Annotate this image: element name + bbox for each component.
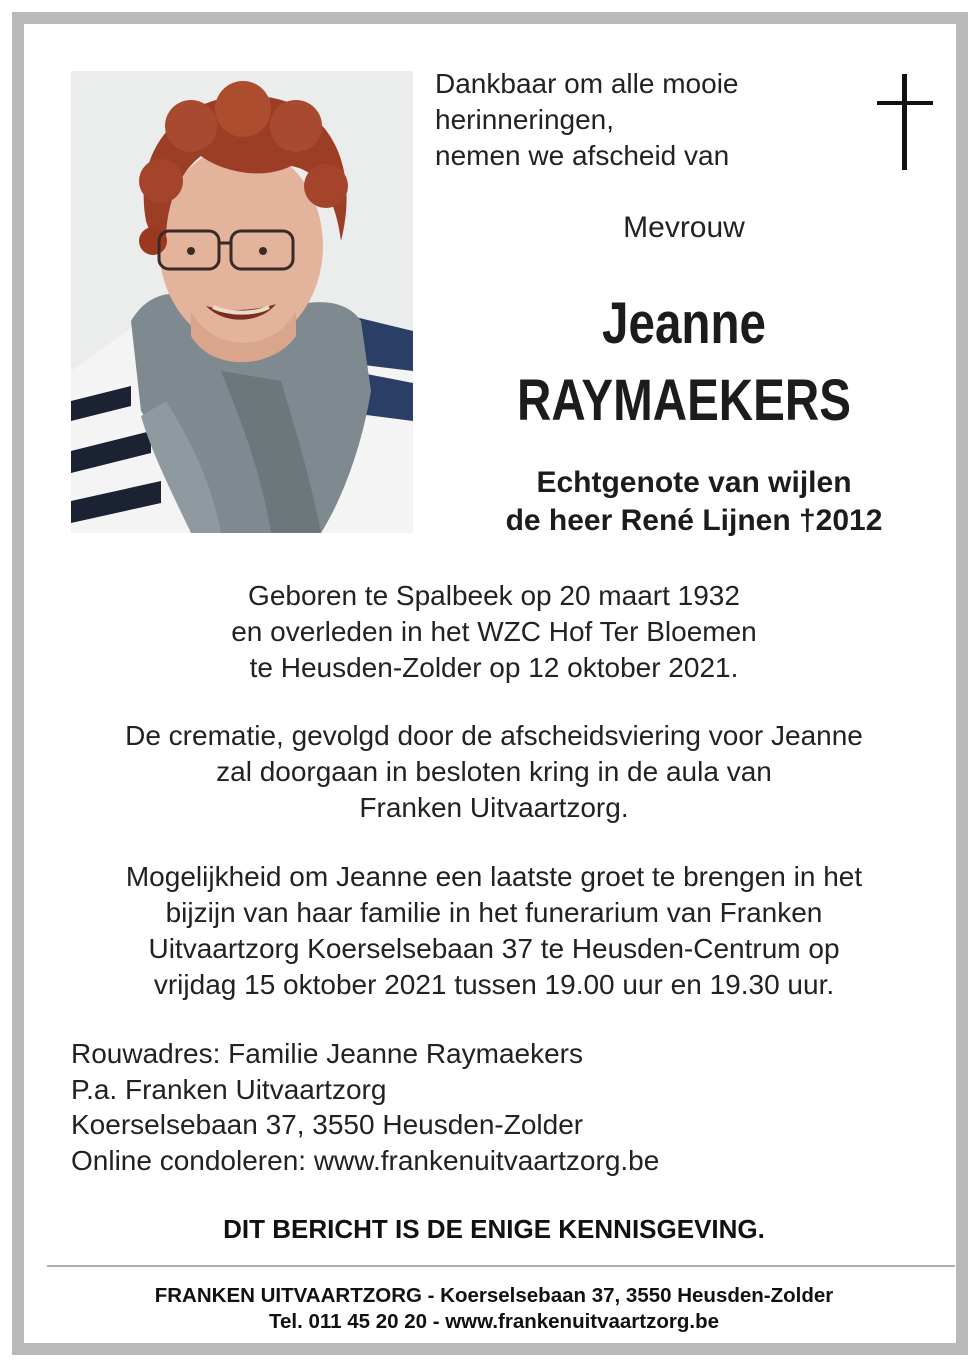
cremation-paragraph	[44, 718, 944, 826]
birth-death-paragraph	[44, 578, 944, 686]
paragraph-line: Mogelijkheid om Jeanne een laatste groet te brengen in het	[125, 861, 863, 892]
paragraph-line: te Heusden-Zolder op 12 oktober 2021.	[249, 652, 739, 683]
address-line: Rouwadres: Familie Jeanne Raymaekers	[71, 1038, 583, 1069]
paragraph-line: bijzijn van haar familie in het funerarium van Franken	[165, 897, 823, 928]
intro-line: Dankbaar om alle mooie	[435, 68, 739, 99]
paragraph-line: zal doorgaan in besloten kring in de aula van	[216, 756, 772, 787]
death-notice-card	[24, 24, 956, 1343]
mourning-address	[71, 1036, 931, 1178]
intro-text	[435, 66, 855, 174]
paragraph-line: Geboren te Spalbeek op 20 maart 1932	[248, 580, 740, 611]
footer-line: FRANKEN UITVAARTZORG - Koerselsebaan 37, 3550 Heusden-Zolder	[154, 1284, 834, 1307]
footer-line: Tel. 011 45 20 20 - www.frankenuitvaartzorg.be	[268, 1310, 720, 1333]
spouse-info	[434, 464, 954, 540]
card-frame	[12, 12, 968, 1355]
paragraph-line: Uitvaartzorg Koerselsebaan 37 te Heusden-Centrum op	[148, 933, 840, 964]
paragraph-line: De crematie, gevolgd door de afscheidsviering voor Jeanne	[125, 720, 863, 751]
portrait-photo	[71, 71, 413, 533]
intro-line: herinneringen,	[435, 104, 615, 135]
paragraph-line: Franken Uitvaartzorg.	[359, 792, 629, 823]
farewell-paragraph	[44, 859, 944, 1003]
salutation: Mevrouw	[623, 211, 745, 244]
deceased-first-name: Jeanne	[602, 291, 766, 356]
divider	[47, 1265, 955, 1267]
funeral-home-footer	[44, 1283, 944, 1335]
intro-line: nemen we afscheid van	[435, 140, 730, 171]
paragraph-line: en overleden in het WZC Hof Ter Bloemen	[231, 616, 757, 647]
condolence-link[interactable]: Online condoleren: www.frankenuitvaartzorg.be	[71, 1144, 660, 1176]
cross-icon	[877, 74, 933, 170]
address-line: Koerselsebaan 37, 3550 Heusden-Zolder	[71, 1109, 584, 1140]
address-line: P.a. Franken Uitvaartzorg	[71, 1073, 387, 1105]
deceased-last-name: RAYMAEKERS	[517, 368, 851, 433]
spouse-line: Echtgenote van wijlen	[536, 466, 852, 499]
spouse-line: de heer René Lijnen †2012	[505, 504, 883, 537]
paragraph-line: vrijdag 15 oktober 2021 tussen 19.00 uur en 19.30 uur.	[153, 969, 835, 1000]
notice-statement: DIT BERICHT IS DE ENIGE KENNISGEVING.	[223, 1214, 765, 1244]
